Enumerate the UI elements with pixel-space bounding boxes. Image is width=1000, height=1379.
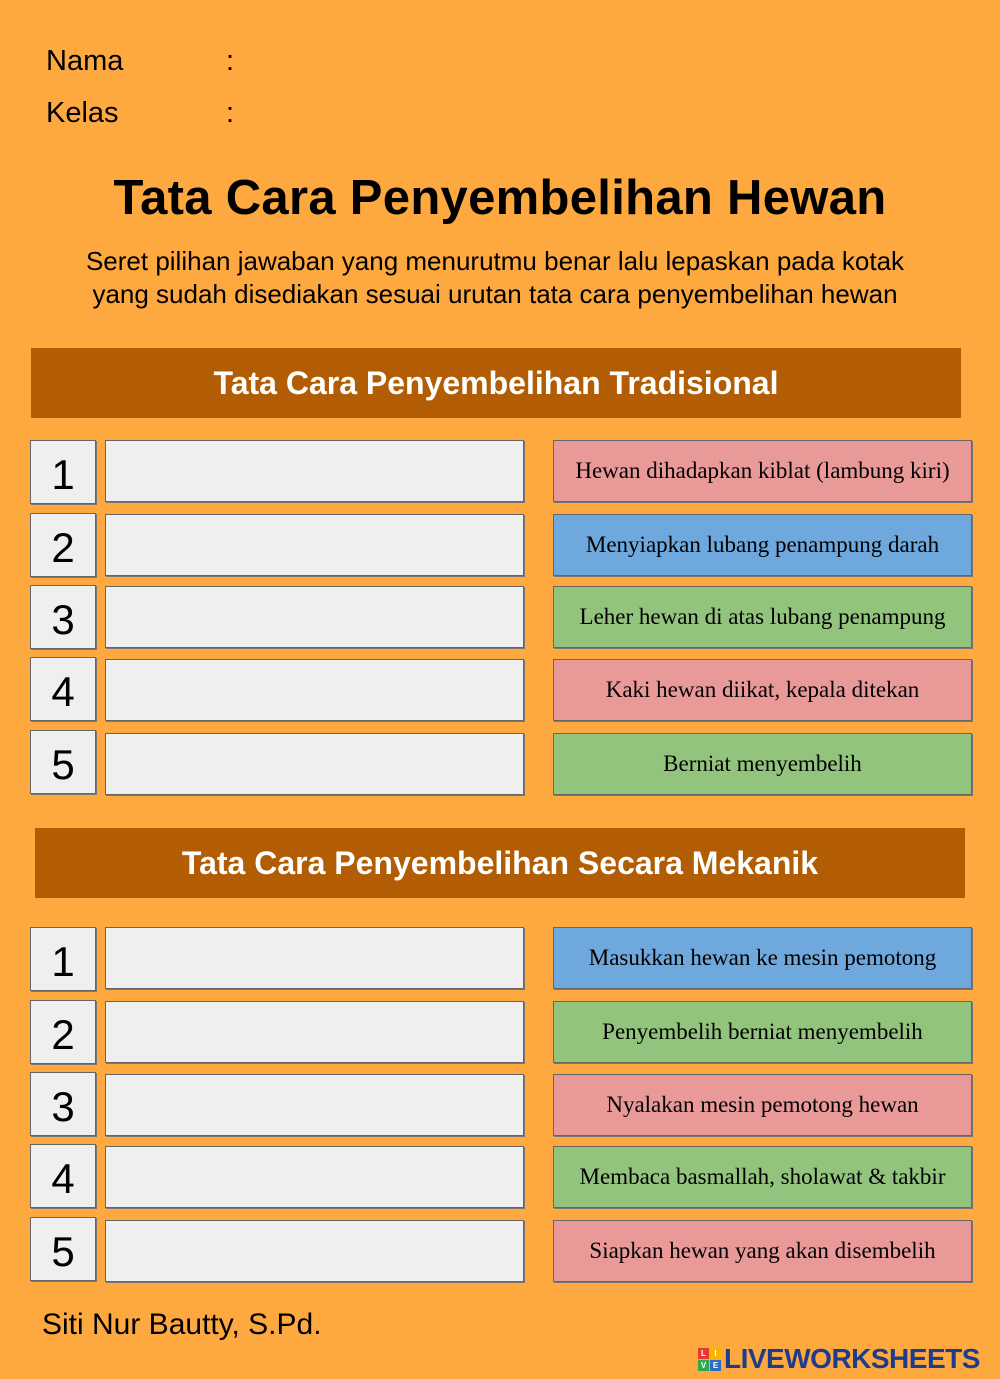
draggable-option[interactable]: Masukkan hewan ke mesin pemotong	[553, 927, 972, 989]
answer-drop-zone[interactable]	[105, 586, 524, 648]
nama-field	[46, 45, 235, 78]
step-number: 1	[30, 927, 96, 991]
logo-mark-letter: E	[710, 1360, 721, 1371]
logo-mark-letter: V	[698, 1360, 709, 1371]
step-number: 4	[30, 1144, 96, 1208]
draggable-option[interactable]: Siapkan hewan yang akan disembelih	[553, 1220, 972, 1282]
draggable-option[interactable]: Leher hewan di atas lubang penampung	[553, 586, 972, 648]
instructions-text: Seret pilihan jawaban yang menurutmu benar lalu lepaskan pada kotak yang sudah disediakan sesuai urutan tata cara penyembelihan hewan	[85, 246, 905, 309]
draggable-option[interactable]: Berniat menyembelih	[553, 733, 972, 795]
page-title: Tata Cara Penyembelihan Hewan	[113, 171, 887, 225]
kelas-field	[46, 97, 235, 130]
answer-drop-zone[interactable]	[105, 1220, 524, 1282]
logo-mark-icon	[698, 1348, 721, 1371]
step-number: 2	[30, 1000, 96, 1064]
answer-drop-zone[interactable]	[105, 733, 524, 795]
kelas-label: Kelas	[46, 97, 119, 129]
answer-drop-zone[interactable]	[105, 659, 524, 721]
logo-mark-letter: L	[698, 1348, 709, 1359]
logo-text: LIVEWORKSHEETS	[724, 1343, 980, 1374]
answer-drop-zone[interactable]	[105, 1074, 524, 1136]
step-number: 4	[30, 657, 96, 721]
draggable-option[interactable]: Kaki hewan diikat, kepala ditekan	[553, 659, 972, 721]
draggable-option[interactable]: Hewan dihadapkan kiblat (lambung kiri)	[553, 440, 972, 502]
step-number: 2	[30, 513, 96, 577]
answer-drop-zone[interactable]	[105, 514, 524, 576]
logo-mark-letter: I	[710, 1348, 721, 1359]
step-number: 5	[30, 730, 96, 794]
author-name: Siti Nur Bautty, S.Pd.	[42, 1308, 322, 1341]
step-number: 3	[30, 585, 96, 649]
step-number: 1	[30, 440, 96, 504]
answer-drop-zone[interactable]	[105, 440, 524, 502]
nama-colon: :	[226, 45, 235, 77]
liveworksheets-logo[interactable]	[698, 1344, 980, 1374]
answer-drop-zone[interactable]	[105, 927, 524, 989]
draggable-option[interactable]: Membaca basmallah, sholawat & takbir	[553, 1146, 972, 1208]
answer-drop-zone[interactable]	[105, 1001, 524, 1063]
answer-drop-zone[interactable]	[105, 1146, 524, 1208]
draggable-option[interactable]: Penyembelih berniat menyembelih	[553, 1001, 972, 1063]
section-header-tradisional: Tata Cara Penyembelihan Tradisional	[31, 348, 961, 418]
kelas-colon: :	[226, 97, 235, 129]
draggable-option[interactable]: Menyiapkan lubang penampung darah	[553, 514, 972, 576]
draggable-option[interactable]: Nyalakan mesin pemotong hewan	[553, 1074, 972, 1136]
section-header-mekanik: Tata Cara Penyembelihan Secara Mekanik	[35, 828, 965, 898]
nama-label: Nama	[46, 45, 124, 77]
step-number: 5	[30, 1217, 96, 1281]
step-number: 3	[30, 1072, 96, 1136]
